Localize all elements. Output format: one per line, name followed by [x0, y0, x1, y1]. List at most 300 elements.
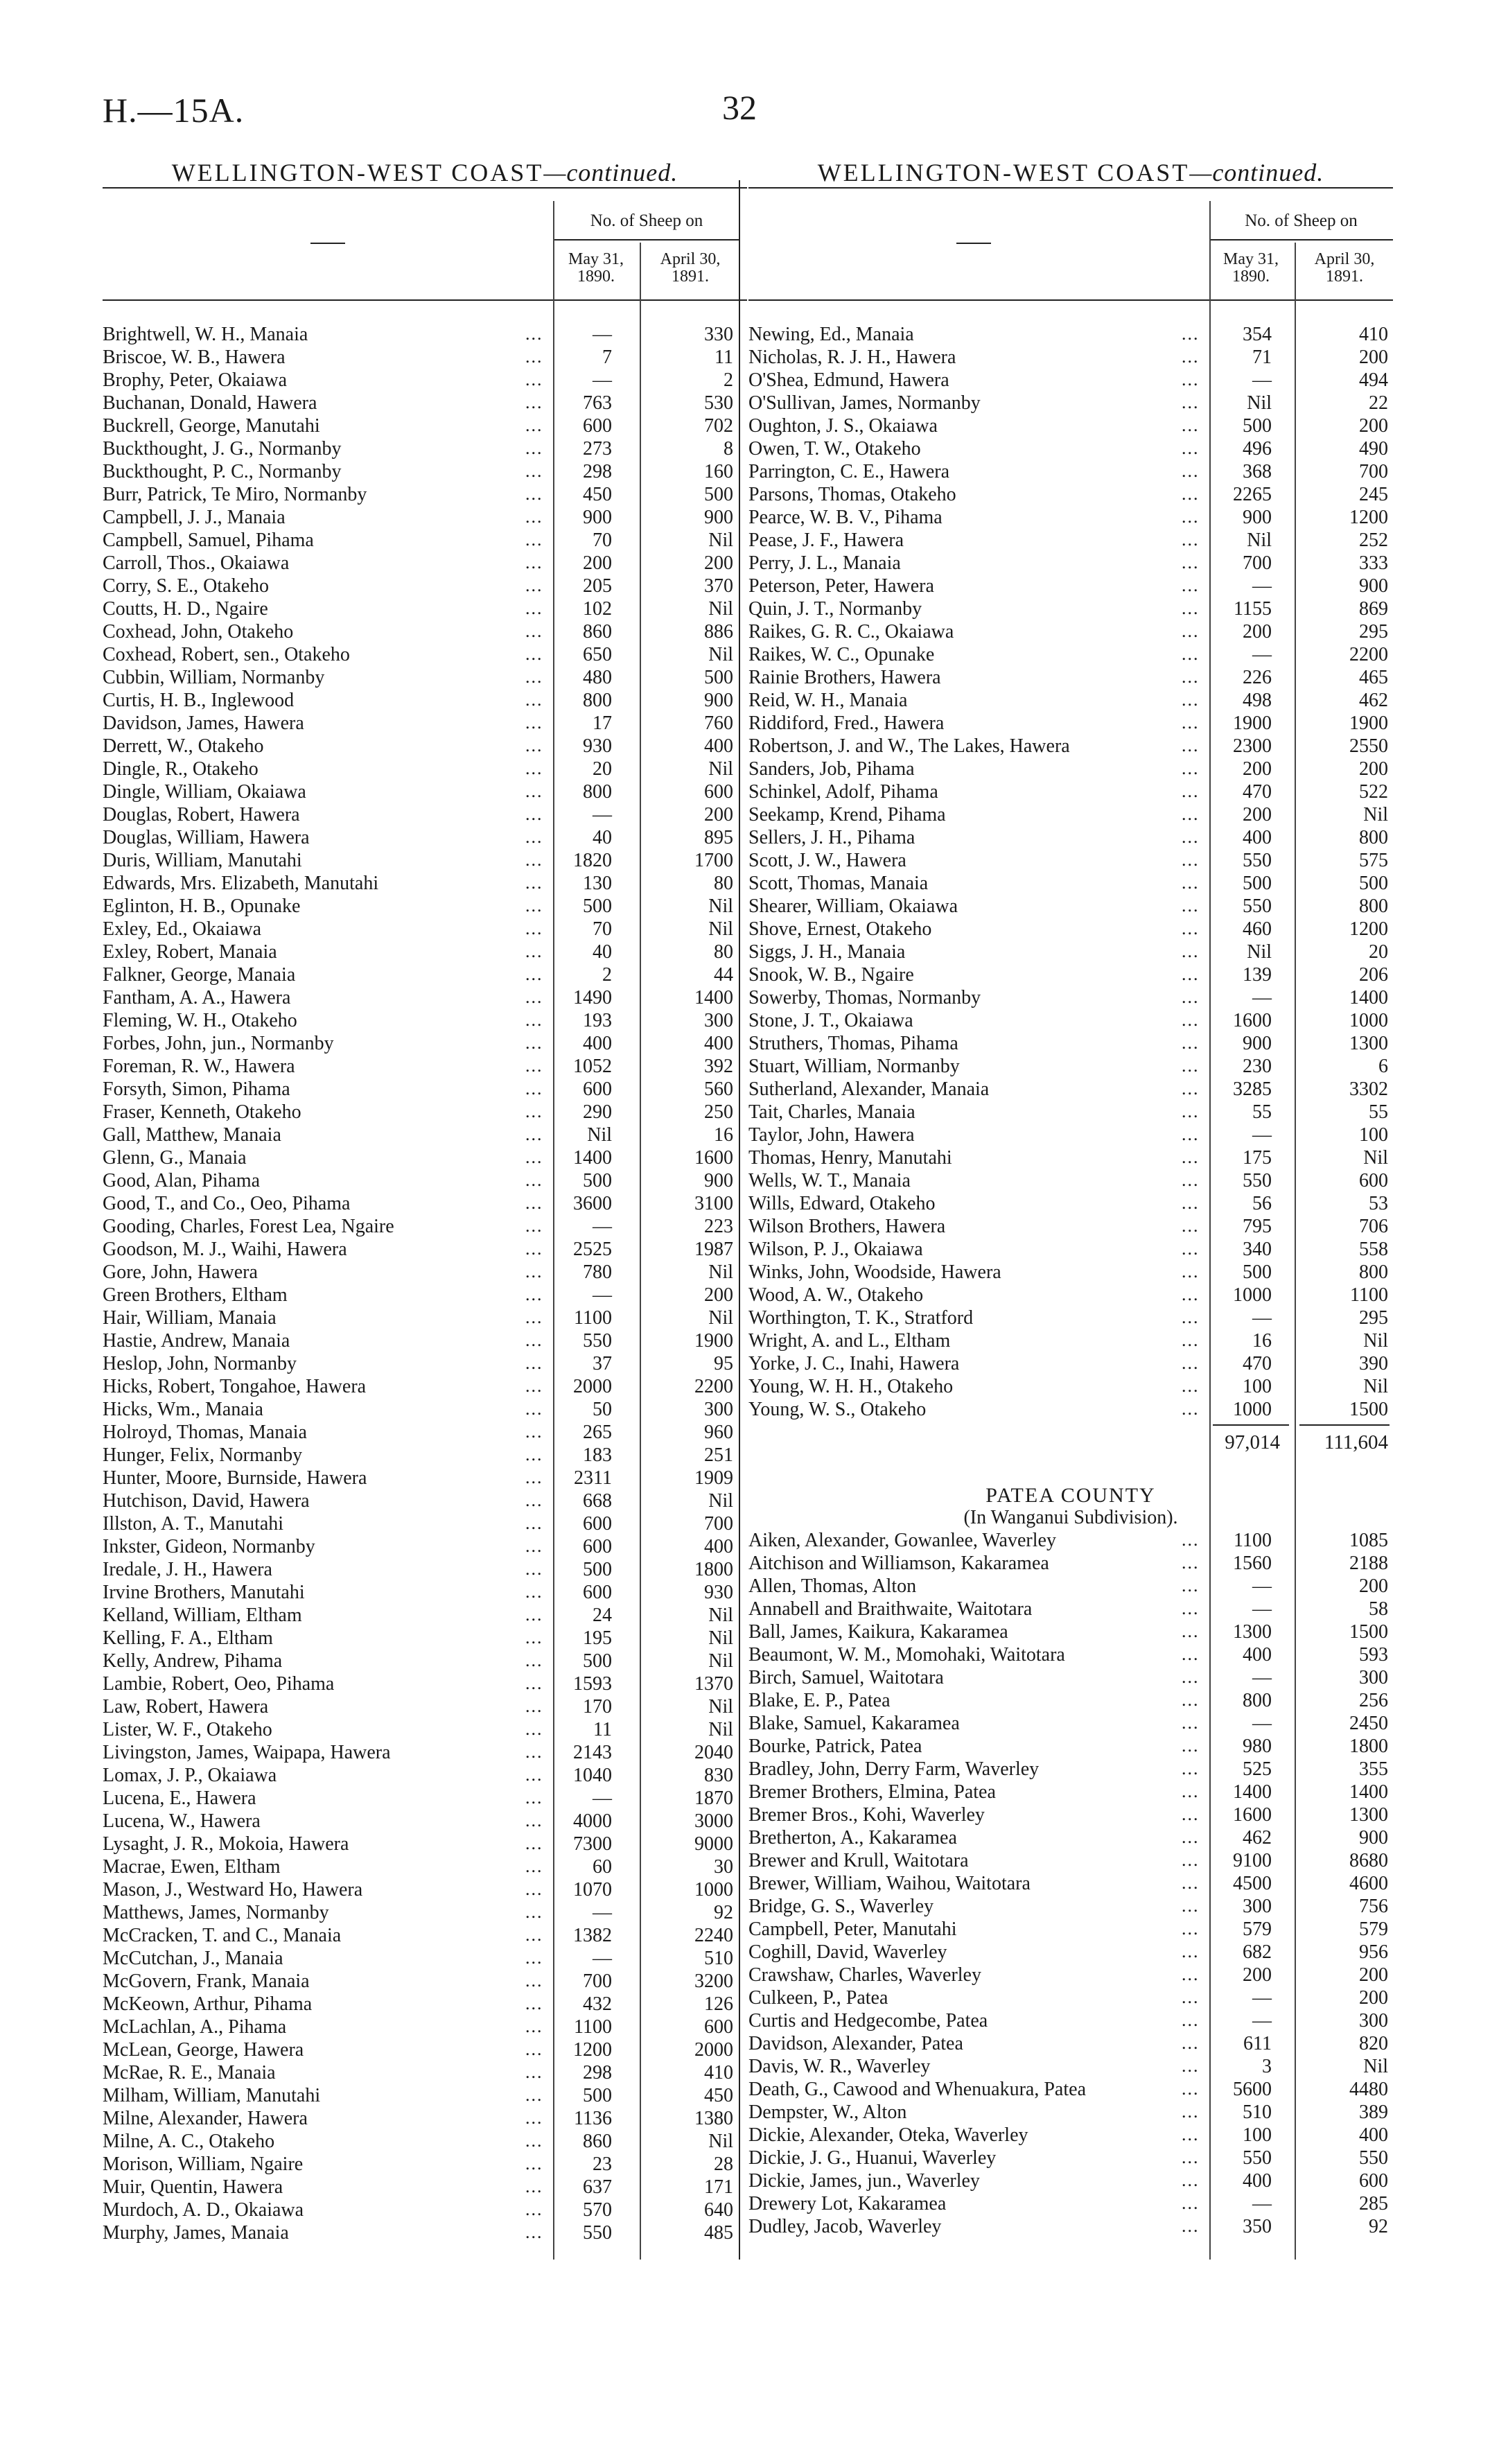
leader-dots: ... [1182, 484, 1200, 504]
table-row [103, 1033, 747, 1056]
sheep-owner-name: Dickie, J. G., Huanui, Waverley [748, 2147, 997, 2169]
leader-dots: ... [525, 2131, 543, 2151]
leader-dots: ... [525, 964, 543, 984]
sheep-owner-name: Murdoch, A. D., Okaiawa [103, 2199, 304, 2221]
sheep-count-1890: 1600 [1233, 1804, 1272, 1826]
table-row [748, 1598, 1393, 1621]
sheep-count-1890: 1560 [1233, 1553, 1272, 1574]
sheep-count-1891: 223 [704, 1216, 733, 1237]
leader-dots: ... [525, 2222, 543, 2242]
table-row [103, 941, 747, 964]
table-row [748, 484, 1393, 507]
sheep-count-1890: 290 [583, 1101, 612, 1123]
table-row [103, 2085, 747, 2108]
table-row [748, 598, 1393, 621]
sheep-owner-name: Green Brothers, Eltham [103, 1284, 288, 1306]
leader-dots: ... [525, 1788, 543, 1808]
sheep-count-1891: 330 [704, 324, 733, 345]
sheep-owner-name: Briscoe, W. B., Hawera [103, 347, 286, 368]
sheep-count-1891: 55 [1369, 1101, 1388, 1123]
sheep-owner-name: Gore, John, Hawera [103, 1261, 258, 1283]
sheep-count-1890: 183 [583, 1444, 612, 1466]
sheep-count-1890: 1400 [573, 1147, 612, 1169]
sheep-count-1891: 80 [714, 873, 733, 894]
sheep-owner-name: Lysaght, J. R., Mokoia, Hawera [103, 1833, 349, 1855]
table-row [748, 1239, 1393, 1261]
sheep-owner-name: Siggs, J. H., Manaia [748, 941, 906, 963]
sheep-count-1891: 206 [1359, 964, 1388, 986]
header-bottom-rule [748, 299, 1393, 301]
sheep-owner-name: Shearer, William, Okaiawa [748, 895, 958, 917]
section-heading: WELLINGTON-WEST COAST—continued. [817, 159, 1324, 186]
leader-dots: ... [1182, 1553, 1200, 1573]
table-row [103, 1605, 747, 1627]
leader-dots: ... [525, 1513, 543, 1533]
leader-dots: ... [525, 1879, 543, 1899]
sheep-count-1891: 200 [1359, 1987, 1388, 2009]
table-row [103, 347, 747, 369]
table-row [103, 1399, 747, 1422]
sheep-count-1890: 354 [1243, 324, 1272, 345]
sheep-count-1891: 1000 [694, 1879, 733, 1901]
table-row [103, 964, 747, 987]
leader-dots: ... [1182, 1987, 1200, 2007]
sheep-owner-name: Wilson Brothers, Hawera [748, 1216, 946, 1237]
col1-header: May 31, 1890. [1223, 250, 1279, 286]
sheep-owner-name: Sanders, Job, Pihama [748, 758, 915, 780]
sheep-count-1891: 28 [714, 2153, 733, 2175]
leader-dots: ... [1182, 1804, 1200, 1824]
sheep-owner-name: Davidson, James, Hawera [103, 713, 304, 734]
leader-dots: ... [525, 1399, 543, 1419]
sheep-owner-name: Derrett, W., Otakeho [103, 735, 264, 757]
sheep-owner-name: Livingston, James, Waipapa, Hawera [103, 1742, 391, 1763]
sheep-count-1890: 570 [583, 2199, 612, 2221]
sheep-count-1890: 102 [583, 598, 612, 620]
sheep-count-1891: 1380 [694, 2108, 733, 2129]
sheep-owner-name: Raikes, W. C., Opunake [748, 644, 935, 665]
leader-dots: ... [1182, 827, 1200, 847]
table-row [103, 1902, 747, 1925]
total-1891: 111,604 [1324, 1431, 1388, 1453]
sheep-count-1891: 485 [704, 2222, 733, 2244]
sheep-count-1890: 550 [1243, 850, 1272, 871]
sheep-count-1891: 900 [1359, 575, 1388, 597]
table-row [748, 1147, 1393, 1170]
sheep-owner-name: Fantham, A. A., Hawera [103, 987, 291, 1008]
table-row [103, 415, 747, 438]
leader-dots: ... [1182, 1239, 1200, 1259]
leader-dots: ... [525, 1971, 543, 1991]
leader-dots: ... [525, 1559, 543, 1579]
sheep-count-1890: 24 [593, 1605, 612, 1626]
sheep-owner-name: Fleming, W. H., Otakeho [103, 1010, 297, 1031]
sheep-owner-name: Kelly, Andrew, Pihama [103, 1650, 283, 1672]
sheep-count-1890: — [1252, 2193, 1272, 2214]
table-row [103, 667, 747, 690]
leader-dots: ... [1182, 598, 1200, 618]
sheep-count-1891: 44 [714, 964, 733, 986]
sheep-count-1891: Nil [708, 895, 733, 917]
sheep-owner-name: Holroyd, Thomas, Manaia [103, 1422, 307, 1443]
sheep-count-1891: 285 [1359, 2193, 1388, 2214]
sheep-owner-name: Parrington, C. E., Hawera [748, 461, 950, 482]
sheep-count-1891: 6 [1378, 1056, 1388, 1077]
leader-dots: ... [525, 530, 543, 550]
sheep-count-1890: 600 [583, 415, 612, 437]
sheep-owner-name: Yorke, J. C., Inahi, Hawera [748, 1353, 960, 1374]
sheep-count-1890: 900 [1243, 1033, 1272, 1054]
sheep-count-1891: 2 [724, 369, 733, 391]
sheep-count-1890: — [593, 804, 612, 825]
leader-dots: ... [1182, 1896, 1200, 1916]
sheep-owner-name: Bretherton, A., Kakaramea [748, 1827, 957, 1849]
sheep-count-1890: 60 [593, 1856, 612, 1878]
sheep-owner-name: Annabell and Braithwaite, Waitotara [748, 1598, 1033, 1620]
sheep-owner-name: Dingle, William, Okaiawa [103, 781, 306, 803]
table-row [748, 1690, 1393, 1713]
sheep-owner-name: Dingle, R., Otakeho [103, 758, 258, 780]
table-row [748, 530, 1393, 552]
sheep-count-1890: 462 [1243, 1827, 1272, 1849]
sheep-owner-name: Lambie, Robert, Oeo, Pihama [103, 1673, 335, 1695]
sheep-owner-name: Hair, William, Manaia [103, 1307, 277, 1329]
sheep-count-1891: 600 [704, 781, 733, 803]
sheep-count-1890: 1052 [573, 1056, 612, 1077]
leader-dots: ... [525, 484, 543, 504]
table-row [748, 1781, 1393, 1804]
leader-dots: ... [1182, 575, 1200, 595]
leader-dots: ... [1182, 324, 1200, 344]
sheep-owner-name: Seekamp, Krend, Pihama [748, 804, 946, 825]
sheep-count-1890: Nil [1247, 941, 1272, 963]
sheep-count-1891: Nil [708, 1650, 733, 1672]
sheep-count-1890: 40 [593, 941, 612, 963]
sheep-count-1890: Nil [587, 1124, 612, 1146]
sheep-count-1890: 70 [593, 918, 612, 940]
sheep-count-1891: 490 [1359, 438, 1388, 460]
leader-dots: ... [525, 1444, 543, 1465]
sheep-owner-name: Scott, J. W., Hawera [748, 850, 906, 871]
sheep-owner-name: Morison, William, Ngaire [103, 2153, 304, 2175]
sheep-count-1891: 2200 [694, 1376, 733, 1397]
sheep-owner-name: Beaumont, W. M., Momohaki, Waitotara [748, 1644, 1065, 1666]
sheep-count-1890: 3285 [1233, 1078, 1272, 1100]
table-row [103, 1810, 747, 1833]
sheep-count-1891: Nil [708, 918, 733, 940]
table-row [103, 552, 747, 575]
table-row [103, 1696, 747, 1719]
sheep-owner-name: McKeown, Arthur, Pihama [103, 1993, 313, 2015]
leader-dots: ... [1182, 2079, 1200, 2099]
table-row [748, 781, 1393, 804]
leader-dots: ... [525, 2176, 543, 2196]
sheep-count-1891: 800 [1359, 827, 1388, 848]
sheep-count-1890: 496 [1243, 438, 1272, 460]
table-row [748, 987, 1393, 1010]
sheep-count-1891: 500 [704, 667, 733, 688]
sheep-count-1890: 470 [1243, 781, 1272, 803]
sheep-count-1890: 700 [1243, 552, 1272, 574]
sheep-count-1890: 226 [1243, 667, 1272, 688]
sheep-count-1890: 130 [583, 873, 612, 894]
sheep-owner-name: O'Shea, Edmund, Hawera [748, 369, 949, 391]
sheep-owner-name: Brophy, Peter, Okaiawa [103, 369, 288, 391]
leader-dots: ... [525, 850, 543, 870]
sheep-count-1891: 956 [1359, 1941, 1388, 1963]
leader-dots: ... [525, 1627, 543, 1648]
sheep-owner-name: Perry, J. L., Manaia [748, 552, 901, 574]
sheep-count-1891: 333 [1359, 552, 1388, 574]
sheep-owner-name: Brewer and Krull, Waitotara [748, 1850, 969, 1871]
table-row [103, 1673, 747, 1696]
table-row [748, 1941, 1393, 1964]
sheep-count-1890: 100 [1243, 1376, 1272, 1397]
sheep-count-1890: 2311 [574, 1467, 612, 1489]
table-row [748, 1644, 1393, 1667]
sheep-count-1890: 400 [1243, 827, 1272, 848]
sheep-count-1890: 611 [1243, 2033, 1272, 2054]
leader-dots: ... [525, 1193, 543, 1213]
sheep-owner-name: Allen, Thomas, Alton [748, 1575, 917, 1597]
leader-dots: ... [525, 1582, 543, 1602]
table-row [103, 987, 747, 1010]
sheep-count-1890: 100 [1243, 2124, 1272, 2146]
leader-dots: ... [525, 667, 543, 687]
sheep-count-1891: 250 [704, 1101, 733, 1123]
table-row [748, 1736, 1393, 1758]
leader-dots: ... [525, 1902, 543, 1922]
sheep-count-1891: 600 [1359, 1170, 1388, 1191]
sheep-count-1891: 1400 [694, 987, 733, 1008]
sheep-count-1891: 500 [704, 484, 733, 505]
sheep-count-1890: 525 [1243, 1758, 1272, 1780]
sheep-count-1891: Nil [1363, 1376, 1388, 1397]
sheep-count-1891: 1900 [694, 1330, 733, 1352]
sheep-count-1890: — [1252, 369, 1272, 391]
leader-dots: ... [1182, 1147, 1200, 1167]
sheep-count-1890: 1820 [573, 850, 612, 871]
table-row [103, 1193, 747, 1216]
sheep-count-1890: — [593, 324, 612, 345]
leader-dots: ... [525, 2085, 543, 2105]
leader-dots: ... [525, 1330, 543, 1350]
table-row [748, 1353, 1393, 1376]
leader-dots: ... [1182, 1216, 1200, 1236]
leader-dots: ... [525, 392, 543, 412]
leader-dots: ... [525, 1239, 543, 1259]
sheep-count-1891: 1370 [694, 1673, 733, 1695]
sheep-count-1890: — [1252, 2010, 1272, 2032]
sheep-owner-name: Dickie, Alexander, Oteka, Waverley [748, 2124, 1028, 2146]
sheep-count-1891: 760 [704, 713, 733, 734]
sheep-count-1890: 200 [1243, 804, 1272, 825]
sheep-count-1890: 200 [1243, 1964, 1272, 1986]
leader-dots: ... [1182, 1598, 1200, 1618]
sheep-count-1890: 4000 [573, 1810, 612, 1832]
sheep-owner-name: Young, W. H. H., Otakeho [748, 1376, 954, 1397]
sheep-count-1890: 650 [583, 644, 612, 665]
sheep-count-1891: 900 [1359, 1827, 1388, 1849]
sheep-count-1891: 530 [704, 392, 733, 414]
table-row [748, 1987, 1393, 2010]
sheep-count-1890: 50 [593, 1399, 612, 1420]
sheep-count-1890: 1100 [1234, 1530, 1272, 1551]
sheep-count-1890: 500 [583, 2085, 612, 2106]
sheep-count-1890: 600 [583, 1582, 612, 1603]
sheep-owner-name: Lucena, E., Hawera [103, 1788, 256, 1809]
sheep-count-1891: 300 [704, 1010, 733, 1031]
sheep-count-1891: 2240 [694, 1925, 733, 1946]
sheep-count-1891: 410 [1359, 324, 1388, 345]
sheep-count-1890: 930 [583, 735, 612, 757]
sheep-count-1890: — [593, 1788, 612, 1809]
table-row [103, 2222, 747, 2245]
table-row [103, 804, 747, 827]
table-row [748, 827, 1393, 850]
sheep-count-1890: 795 [1243, 1216, 1272, 1237]
sheep-owner-name: Douglas, William, Hawera [103, 827, 310, 848]
table-row [103, 575, 747, 598]
leader-dots: ... [525, 941, 543, 961]
sheep-owner-name: Ball, James, Kaikura, Kakaramea [748, 1621, 1008, 1643]
leader-dots: ... [1182, 530, 1200, 550]
leader-dots: ... [1182, 690, 1200, 710]
header-sub-rule [553, 239, 740, 241]
sheep-count-1891: 256 [1359, 1690, 1388, 1711]
table-row [748, 438, 1393, 461]
section-heading: WELLINGTON-WEST COAST—continued. [171, 159, 678, 186]
sheep-count-1890: 550 [1243, 1170, 1272, 1191]
table-row [103, 438, 747, 461]
leader-dots: ... [525, 1467, 543, 1487]
sheep-count-1891: 200 [1359, 347, 1388, 368]
table-row [748, 552, 1393, 575]
sheep-owner-name: Dempster, W., Alton [748, 2102, 907, 2123]
sheep-owner-name: McCracken, T. and C., Manaia [103, 1925, 342, 1946]
sheep-count-1890: 71 [1252, 347, 1272, 368]
sheep-count-1890: 205 [583, 575, 612, 597]
sheep-count-1890: 800 [583, 690, 612, 711]
sheep-count-1890: 400 [1243, 1644, 1272, 1666]
sheep-count-1891: 900 [704, 690, 733, 711]
sheep-owner-name: Good, T., and Co., Oeo, Pihama [103, 1193, 351, 1214]
sheep-owner-name: Brightwell, W. H., Manaia [103, 324, 308, 345]
sheep-count-1891: 200 [1359, 1575, 1388, 1597]
sheep-count-1890: 2 [602, 964, 612, 986]
sheep-count-1891: 1000 [1349, 1010, 1388, 1031]
table-row [748, 1621, 1393, 1644]
sheep-count-1890: 500 [1243, 1261, 1272, 1283]
table-row [103, 2131, 747, 2153]
sheep-count-1891: 1500 [1349, 1399, 1388, 1420]
sheep-owner-name: Davis, W. R., Waverley [748, 2056, 931, 2077]
sheep-count-1891: 95 [714, 1353, 733, 1374]
sheep-count-1891: 1100 [1350, 1284, 1388, 1306]
sheep-count-1891: 1300 [1349, 1033, 1388, 1054]
sheep-owner-name: Macrae, Ewen, Eltham [103, 1856, 281, 1878]
sheep-owner-name: Burr, Patrick, Te Miro, Normanby [103, 484, 367, 505]
sheep-count-1890: 300 [1243, 1896, 1272, 1917]
sheep-count-1890: 780 [583, 1261, 612, 1283]
sheep-owner-name: McLean, George, Hawera [103, 2039, 304, 2061]
sheep-count-1890: 273 [583, 438, 612, 460]
sheep-count-1891: 200 [1359, 1964, 1388, 1986]
col1-header: May 31, 1890. [568, 250, 624, 286]
sheep-owner-name: Young, W. S., Otakeho [748, 1399, 927, 1420]
sheep-count-1890: 175 [1243, 1147, 1272, 1169]
leader-dots: ... [1182, 1850, 1200, 1870]
sheep-count-1890: 17 [593, 713, 612, 734]
sheep-count-1891: 800 [1359, 895, 1388, 917]
sheep-count-1890: 860 [583, 621, 612, 643]
sheep-count-1890: 2300 [1233, 735, 1272, 757]
leader-dots: ... [525, 1033, 543, 1053]
table-row [103, 621, 747, 644]
sheep-count-1890: 193 [583, 1010, 612, 1031]
sheep-count-1891: 300 [704, 1399, 733, 1420]
sheep-count-1891: 640 [704, 2199, 733, 2221]
sheep-owner-name: Shove, Ernest, Otakeho [748, 918, 932, 940]
sheep-count-1891: 11 [715, 347, 733, 368]
leader-dots: ... [525, 781, 543, 801]
table-row [748, 964, 1393, 987]
sheep-count-1890: 340 [1243, 1239, 1272, 1260]
sheep-count-1890: 1000 [1233, 1399, 1272, 1420]
sheep-count-1890: 500 [1243, 873, 1272, 894]
sheep-count-1890: 450 [583, 484, 612, 505]
sheep-count-1891: 370 [704, 575, 733, 597]
table-row [748, 667, 1393, 690]
sheep-count-1890: 70 [593, 530, 612, 551]
sheep-count-1891: Nil [708, 1605, 733, 1626]
sheep-count-1890: 170 [583, 1696, 612, 1718]
sheep-count-1891: 20 [1369, 941, 1388, 963]
leader-dots: ... [525, 758, 543, 778]
sheep-count-1891: 558 [1359, 1239, 1388, 1260]
leader-dots: ... [525, 1650, 543, 1670]
table-row [748, 735, 1393, 758]
sheep-count-1890: 900 [1243, 507, 1272, 528]
sheep-owner-name: Cubbin, William, Normanby [103, 667, 325, 688]
table-row [103, 873, 747, 895]
sheep-count-1891: 30 [714, 1856, 733, 1878]
sheep-count-1891: 251 [704, 1444, 733, 1466]
table-row [103, 1147, 747, 1170]
sheep-count-1891: Nil [708, 530, 733, 551]
sheep-owner-name: Irvine Brothers, Manutahi [103, 1582, 305, 1603]
leader-dots: ... [1182, 1873, 1200, 1893]
table-row [103, 1879, 747, 1902]
leader-dots: ... [525, 1536, 543, 1556]
sheep-owner-name: Campbell, Peter, Manutahi [748, 1919, 957, 1940]
sheep-owner-name: Muir, Quentin, Hawera [103, 2176, 283, 2198]
sheep-count-1890: 860 [583, 2131, 612, 2152]
sheep-count-1890: — [1252, 1713, 1272, 1734]
table-row [103, 1170, 747, 1193]
sheep-owner-name: Edwards, Mrs. Elizabeth, Manutahi [103, 873, 379, 894]
sheep-count-1890: — [1252, 987, 1272, 1008]
sheep-count-1891: 200 [1359, 415, 1388, 437]
leader-dots: ... [1182, 1033, 1200, 1053]
sheep-count-1890: 600 [583, 1078, 612, 1100]
sheep-count-1891: 355 [1359, 1758, 1388, 1780]
sheep-count-1890: 9100 [1233, 1850, 1272, 1871]
sheep-owner-name: Stuart, William, Normanby [748, 1056, 960, 1077]
leader-dots: ... [1182, 1056, 1200, 1076]
sheep-owner-name: Foreman, R. W., Hawera [103, 1056, 295, 1077]
leader-dots: ... [525, 2153, 543, 2174]
